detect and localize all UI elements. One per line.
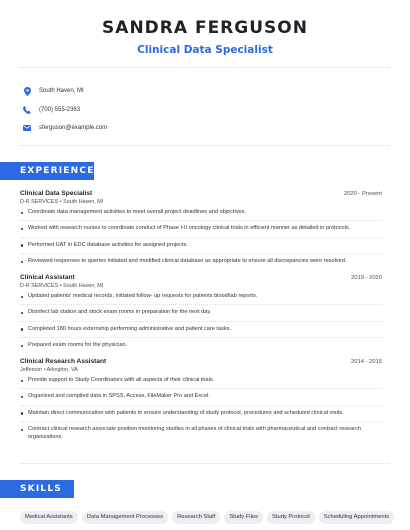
job-bullets bbox=[20, 209, 382, 266]
bullet-item: Disinfect lab station and stock exam rooms in preparation for the next day. bbox=[20, 309, 382, 316]
job-bullets bbox=[20, 377, 382, 441]
job-entry bbox=[20, 274, 382, 350]
job-dates: 2019 - 2020 bbox=[351, 275, 382, 281]
phone-text: (700) 555-2363 bbox=[39, 106, 81, 113]
location-text: South Haven, MI bbox=[39, 88, 84, 94]
bullet-item: Updated patients' medical records, initiated follow- up requests for patients blood\lab reports. bbox=[20, 293, 382, 300]
job-title: Clinical Research Assistant bbox=[20, 358, 107, 365]
bullet-divider bbox=[20, 220, 382, 221]
resume-header bbox=[0, 18, 410, 56]
job-company: D-R SERVICES bbox=[20, 199, 59, 205]
job-dates: 2014 - 2015 bbox=[351, 359, 382, 365]
job-bullets bbox=[20, 293, 382, 350]
contact-phone bbox=[22, 101, 382, 119]
skills-section-header bbox=[0, 480, 74, 498]
job-entry bbox=[20, 358, 382, 441]
skill-chip: Medical Assistants bbox=[20, 511, 78, 524]
envelope-icon bbox=[22, 123, 32, 133]
candidate-name: SANDRA FERGUSON bbox=[102, 18, 308, 38]
contact-info bbox=[22, 82, 382, 138]
job-location: Arlington, VA bbox=[46, 367, 78, 373]
phone-icon bbox=[22, 105, 32, 115]
header-divider bbox=[20, 67, 390, 68]
skill-chip: Study Protocol bbox=[267, 511, 315, 524]
bullet-item: Performed UAT in EDC database activities for assigned projects. bbox=[20, 242, 382, 249]
bullet-item: Provide support to Study Coordinators with all aspects of their clinical trials. bbox=[20, 377, 382, 384]
bullet-item: Contract clinical research associate position monitoring studies in all phases of clinical trials with pharmaceutical and contract research organizations. bbox=[20, 426, 382, 441]
bullet-item: Completed 180 hours externship performing administrative and patient care tasks. bbox=[20, 326, 382, 333]
job-company: Jefferson bbox=[20, 367, 43, 373]
job-title: Clinical Data Specialist bbox=[20, 190, 93, 197]
contact-divider bbox=[20, 145, 390, 146]
skills-list bbox=[20, 511, 400, 524]
bullet-item: Organized and compiled data in SPSS, Access, FileMaker Pro and Excel. bbox=[20, 393, 382, 400]
bullet-divider bbox=[20, 304, 382, 305]
job-dates: 2020 - Present bbox=[343, 191, 382, 197]
contact-email bbox=[22, 119, 382, 137]
job-location: South Haven, MI bbox=[63, 199, 104, 205]
skills-heading: SKILLS bbox=[20, 484, 62, 494]
skill-chip: Research Staff bbox=[172, 511, 220, 524]
skill-chip: Scheduling Appointments bbox=[319, 511, 394, 524]
bullet-divider bbox=[20, 337, 382, 338]
experience-divider bbox=[20, 463, 390, 464]
experience-section-header bbox=[0, 162, 94, 180]
bullet-item: Coordinate data management activities to meet overall project deadlines and objectives. bbox=[20, 209, 382, 216]
bullet-divider bbox=[20, 421, 382, 422]
job-company-line: D-R SERVICES • South Haven, MI bbox=[20, 199, 104, 205]
bullet-item: Worked with research nurses to coordinate conduct of Phase I-II oncology clinical trials in efficient manner as detailed in protocols. bbox=[20, 225, 382, 232]
experience-heading: EXPERIENCE bbox=[20, 166, 95, 176]
map-pin-icon bbox=[22, 86, 32, 96]
job-company-line: Jefferson • Arlington, VA bbox=[20, 367, 78, 373]
bullet-divider bbox=[20, 388, 382, 389]
candidate-title: Clinical Data Specialist bbox=[137, 44, 273, 56]
skill-chip: Data Management Processes bbox=[82, 511, 168, 524]
bullet-divider bbox=[20, 321, 382, 322]
contact-location bbox=[22, 82, 382, 100]
bullet-divider bbox=[20, 405, 382, 406]
job-entry bbox=[20, 190, 382, 266]
job-location: South Haven, MI bbox=[63, 283, 104, 289]
email-text: sferguson@example.com bbox=[39, 125, 108, 131]
bullet-item: Maintain direct communication with patients to ensure understanding of study protocol, procedures and scheduled clinical visits. bbox=[20, 410, 382, 417]
job-company-line: D-R SERVICES • South Haven, MI bbox=[20, 283, 104, 289]
job-company: D-R SERVICES bbox=[20, 283, 59, 289]
bullet-divider bbox=[20, 253, 382, 254]
bullet-item: Reviewed responses to queries initiated and modified clinical database as appropriate to ensure all discrepancies were resolved. bbox=[20, 258, 382, 265]
skill-chip: Study Files bbox=[224, 511, 263, 524]
bullet-divider bbox=[20, 237, 382, 238]
job-title: Clinical Assistant bbox=[20, 274, 75, 281]
bullet-item: Prepared exam rooms for the physician. bbox=[20, 342, 382, 349]
